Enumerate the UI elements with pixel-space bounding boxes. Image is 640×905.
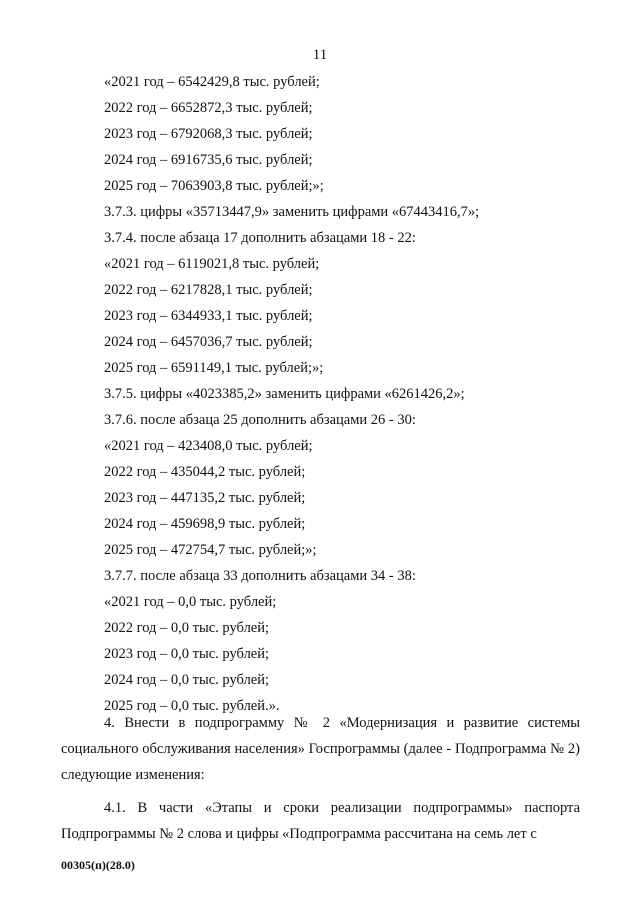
text-line: 3.7.6. после абзаца 25 дополнить абзацами 26 - 30: — [104, 412, 416, 428]
text-line: 2025 год – 472754,7 тыс. рублей;»; — [104, 542, 317, 558]
text-line: 2025 год – 7063903,8 тыс. рублей;»; — [104, 178, 324, 194]
text-line: 3.7.7. после абзаца 33 дополнить абзацами 34 - 38: — [104, 568, 416, 584]
text-line: 2024 год – 6916735,6 тыс. рублей; — [104, 152, 313, 168]
text-line: «2021 год – 6119021,8 тыс. рублей; — [104, 256, 320, 272]
text-line: 2022 год – 0,0 тыс. рублей; — [104, 620, 270, 636]
text-line: 2022 год – 6217828,1 тыс. рублей; — [104, 282, 313, 298]
page-number: 11 — [312, 47, 328, 63]
text-line: 2022 год – 435044,2 тыс. рублей; — [104, 464, 306, 480]
document-code: 00305(п)(28.0) — [61, 858, 135, 872]
text-line: 2023 год – 6344933,1 тыс. рублей; — [104, 308, 313, 324]
text-line: «2021 год – 0,0 тыс. рублей; — [104, 594, 277, 610]
text-line: 2023 год – 447135,2 тыс. рублей; — [104, 490, 306, 506]
text-line: 3.7.4. после абзаца 17 дополнить абзацами 18 - 22: — [104, 230, 416, 246]
text-line: 2024 год – 459698,9 тыс. рублей; — [104, 516, 306, 532]
text-line: 2022 год – 6652872,3 тыс. рублей; — [104, 100, 313, 116]
text-line: 2024 год – 0,0 тыс. рублей; — [104, 672, 270, 688]
paragraph-4: 4. Внести в подпрограмму № 2 «Модернизация и развитие системы социального обслуживания населения» Госпрограммы (далее - Подпрограмма № 2) следующие изменения: — [61, 715, 580, 783]
text-line: 2025 год – 0,0 тыс. рублей.». — [104, 698, 280, 714]
text-line: 2025 год – 6591149,1 тыс. рублей;»; — [104, 360, 324, 376]
amendment-lines — [104, 69, 580, 719]
paragraph-4-1: 4.1. В части «Этапы и сроки реализации подпрограммы» паспорта Подпрограммы № 2 слова и цифры «Подпрограмма рассчитана на семь лет с — [61, 800, 580, 842]
text-line: 2023 год – 6792068,3 тыс. рублей; — [104, 126, 313, 142]
text-line: «2021 год – 6542429,8 тыс. рублей; — [104, 74, 320, 90]
text-line: 3.7.5. цифры «4023385,2» заменить цифрами «6261426,2»; — [104, 386, 465, 402]
text-line: 2023 год – 0,0 тыс. рублей; — [104, 646, 270, 662]
text-line: «2021 год – 423408,0 тыс. рублей; — [104, 438, 313, 454]
text-line: 2024 год – 6457036,7 тыс. рублей; — [104, 334, 313, 350]
text-line: 3.7.3. цифры «35713447,9» заменить цифрами «67443416,7»; — [104, 204, 480, 220]
